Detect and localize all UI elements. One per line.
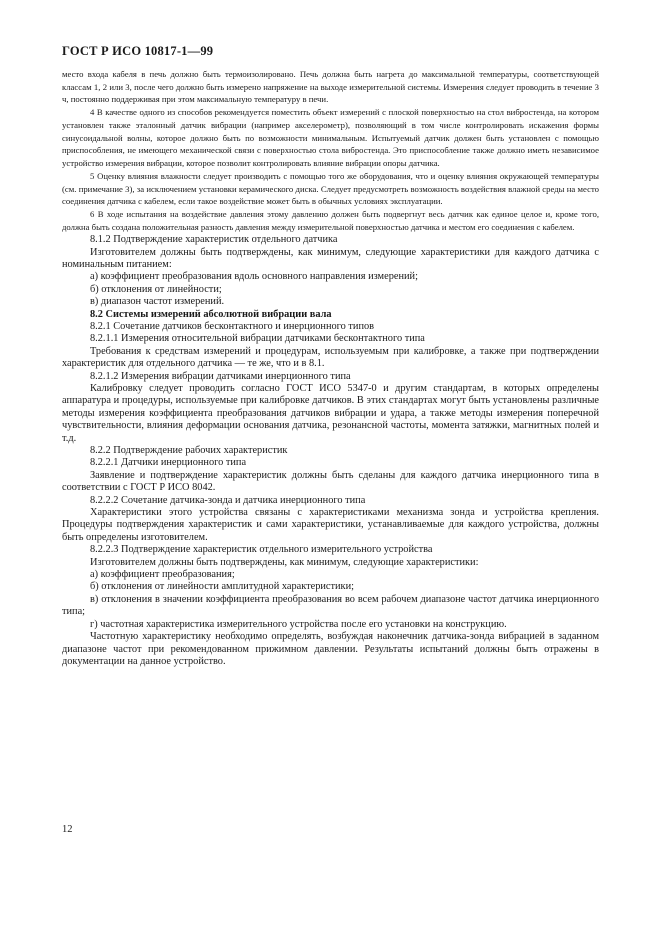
note-continuation: место входа кабеля в печь должно быть термоизолировано. Печь должна быть нагрета до максимальной температуры, соответствующей классам 1, 2 или 3, после чего должно быть измерено напряжение на выходе измерительной системы. Измерения следует проводить в течение 3 ч, постоянно поддерживая при этом максимальную температуру в печи.	[62, 69, 599, 105]
section-8-2-2-heading: 8.2.2 Подтверждение рабочих характеристик	[90, 445, 288, 456]
note-6: 6 В ходе испытания на воздействие давления этому давлению должен быть подвергнут весь датчик как единое целое и, кроме того, должна быть создана положительная разность давления между измерительной поверхностью датчика и местом его соединения с кабелем.	[62, 209, 599, 232]
list-item: в) отклонения в значении коэффициента преобразования во всем рабочем диапазоне частот датчика инерционного типа;	[62, 593, 599, 618]
list-item: в) диапазон частот измерений.	[90, 296, 225, 308]
list-item: г) частотная характеристика измерительного устройства после его установки на конструкцию.	[90, 618, 507, 630]
note-4: 4 В качестве одного из способов рекомендуется поместить объект измерений с плоской поверхностью на стол вибростенда, на котором установлен также эталонный датчик вибрации (например акселерометр), позволяющий в том числе контролировать искажения формы синусоидальной волны, которое должно быть по возможности минимальным. Испытуемый датчик должен быть установлен с помощью приспособления, не имеющего механической связи с поверхностью стола вибростенда. Это приспособление также должно иметь независимое устройство измерения вибрации, которое позволит контролировать влияние вибрации опоры датчика.	[62, 107, 599, 168]
section-8-1-2-heading: 8.1.2 Подтверждение характеристик отдельного датчика	[90, 234, 338, 246]
paragraph: Характеристики этого устройства связаны с характеристиками механизма зонда и устройства крепления. Процедуры подтверждения характеристик и сами характеристики, устанавливаемые для каждого устройства, должны быть определены изготовителем.	[62, 507, 599, 543]
section-8-2-2-3-heading: 8.2.2.3 Подтверждение характеристик отдельного измерительного устройства	[90, 544, 433, 556]
paragraph: Калибровку следует проводить согласно ГОСТ ИСО 5347-0 и другим стандартам, в которых определены аппаратура и процедуры, используемые при калибровке датчиков. В этих стандартах могут быть установлены различные методы измерения коэффициента преобразования датчиков вибрации и удара, а также методы измерения поперечной чувствительности, влияния деформации основания датчика, резонансной частоты, момента затяжки, магнитных полей и т.д.	[62, 382, 599, 444]
page-content	[62, 68, 599, 668]
page-number: 12	[62, 824, 73, 835]
paragraph: Требования к средствам измерений и процедурам, используемым при калибровке, а также при подтверждении характеристик для отдельного датчика — те же, что и в 8.1.	[62, 345, 599, 370]
section-8-2-1-heading: 8.2.1 Сочетание датчиков бесконтактного и инерционного типов	[90, 320, 375, 332]
section-8-2-2-1-heading: 8.2.2.1 Датчики инерционного типа	[90, 457, 247, 469]
paragraph: Частотную характеристику необходимо определять, возбуждая наконечник датчика-зонда вибрацией в заданном диапазоне частот при рекомендованном прижимном давлении. Результаты испытаний должны быть отражены в документации на данное устройство.	[62, 631, 599, 667]
section-8-2-2-2-heading: 8.2.2.2 Сочетание датчика-зонда и датчика инерционного типа	[90, 494, 366, 506]
section-8-2-1-1-heading: 8.2.1.1 Измерения относительной вибрации датчиками бесконтактного типа	[90, 333, 425, 345]
list-item: б) отклонения от линейности амплитудной характеристики;	[90, 581, 354, 593]
paragraph: Заявление и подтверждение характеристик должны быть сделаны для каждого датчика инерционного типа в соответствии с ГОСТ Р ИСО 8042.	[62, 469, 599, 494]
note-5: 5 Оценку влияния влажности следует производить с помощью того же оборудования, что и оценку влияния окружающей температуры (см. примечание 3), за исключением установки керамического диска. Следует предусмотреть возможность воздействия влажной среды на место соединения датчика с кабелем, если такое воздействие может быть в обычных условиях эксплуатации.	[62, 170, 599, 207]
list-item: а) коэффициент преобразования;	[90, 569, 235, 581]
paragraph: Изготовителем должны быть подтверждены, как минимум, следующие характеристики для каждого датчика с номинальным питанием:	[62, 246, 599, 270]
document-header: ГОСТ Р ИСО 10817-1—99	[62, 44, 214, 58]
section-8-2-1-2-heading: 8.2.1.2 Измерения вибрации датчиками инерционного типа	[90, 370, 351, 382]
list-item: б) отклонения от линейности;	[90, 283, 222, 295]
paragraph: Изготовителем должны быть подтверждены, как минимум, следующие характеристики:	[90, 556, 479, 568]
section-8-2-heading: 8.2 Системы измерений абсолютной вибрации вала	[90, 308, 332, 320]
list-item: а) коэффициент преобразования вдоль основного направления измерений;	[90, 271, 418, 283]
